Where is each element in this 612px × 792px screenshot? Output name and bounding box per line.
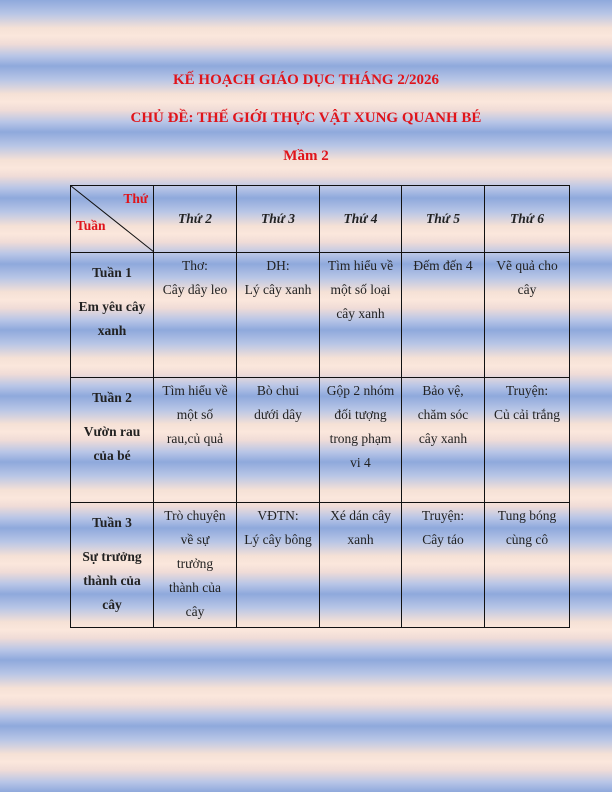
corner-cell [71,186,154,253]
activity-line: cây [517,282,537,297]
lesson-plan-table [70,185,570,628]
activity-line: một số [176,407,214,422]
week-label-cell [71,378,154,503]
day-header: Thứ 5 [402,186,485,253]
activity-line: trưởng [176,556,214,571]
header-row [71,186,570,253]
activity-line: Đếm đến 4 [413,258,473,273]
activity-line: vi 4 [350,455,371,470]
activity-line: đối tượng [334,407,387,422]
activity-cell [320,253,402,378]
activity-cell [237,503,320,628]
week-theme-line: cây [102,597,122,612]
week-number: Tuần 2 [92,390,132,405]
activity-cell [154,378,237,503]
activity-line: một số loại [330,282,391,297]
activity-line: chăm sóc [417,407,469,422]
activity-cell [485,378,570,503]
week-label-cell [71,503,154,628]
theme-title: CHỦ ĐỀ: THẾ GIỚI THỰC VẬT XUNG QUANH BÉ [130,110,482,126]
activity-line: DH: [266,258,290,273]
week-number: Tuần 1 [92,265,132,280]
activity-line: Xé dán cây [330,508,391,523]
week-theme-line: xanh [97,323,127,338]
activity-cell [402,378,485,503]
activity-cell [320,503,402,628]
week-row [71,378,570,503]
week-theme-line: Sự trưởng [82,549,142,564]
activity-line: Lý cây bông [244,532,312,547]
activity-line: cùng cô [505,532,549,547]
corner-week-label: Tuần [76,218,106,233]
week-theme-line: của bé [93,448,131,463]
activity-cell [154,253,237,378]
week-theme-line: thành của [83,573,141,588]
activity-line: Tìm hiểu về [162,383,228,398]
activity-line: về sự [180,532,210,547]
activity-line: cây [185,604,205,619]
activity-line: Bò chui [256,383,300,398]
activity-line: cây xanh [418,431,468,446]
activity-cell [402,253,485,378]
activity-cell [485,253,570,378]
activity-cell [154,503,237,628]
activity-line: Trò chuyện [164,508,226,523]
activity-line: Truyện: [421,508,465,523]
activity-line: Truyện: [505,383,549,398]
class-name: Mầm 2 [283,148,329,164]
week-row [71,503,570,628]
activity-line: VĐTN: [257,508,299,523]
activity-line: Tìm hiểu về [327,258,394,273]
activity-line: Bảo vệ, [422,383,464,398]
activity-line: thành của [168,580,222,595]
activity-line: Thơ: [182,258,208,273]
week-theme-line: Vườn rau [83,424,141,439]
document-title: KẾ HOẠCH GIÁO DỤC THÁNG 2/2026 [173,72,439,88]
activity-line: Cây dây leo [162,282,228,297]
activity-line: Lý cây xanh [244,282,312,297]
activity-line: Tung bóng [497,508,557,523]
activity-line: trong phạm [329,431,392,446]
week-theme-line: Em yêu cây [78,299,146,314]
activity-line: Củ cải trắng [494,407,560,422]
activity-line: dưới dây [254,407,302,422]
day-header: Thứ 4 [320,186,402,253]
activity-line: rau,củ quả [166,431,224,446]
activity-line: Gộp 2 nhóm [326,383,395,398]
activity-cell [485,503,570,628]
week-label-cell [71,253,154,378]
activity-line: cây xanh [336,306,385,321]
day-header: Thứ 6 [485,186,570,253]
activity-cell [320,378,402,503]
corner-day-label: Thứ [123,191,148,206]
activity-line: Vẽ quả cho [496,258,558,273]
activity-line: Cây táo [422,532,464,547]
week-row [71,253,570,378]
activity-line: xanh [347,532,374,547]
day-header: Thứ 2 [154,186,237,253]
activity-cell [237,253,320,378]
activity-cell [237,378,320,503]
day-header: Thứ 3 [237,186,320,253]
activity-cell [402,503,485,628]
week-number: Tuần 3 [92,515,132,530]
